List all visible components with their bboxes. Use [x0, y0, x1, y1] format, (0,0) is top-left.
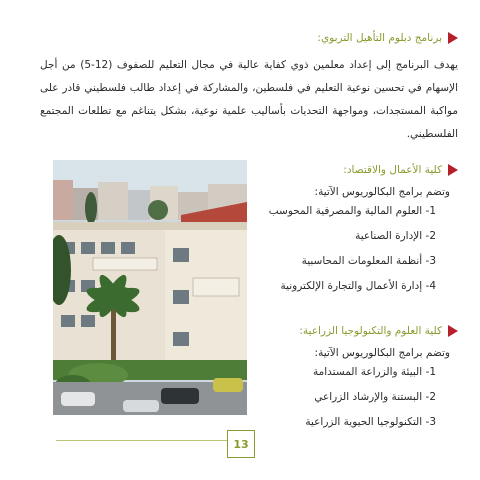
section1-heading	[317, 32, 458, 44]
section1-paragraph: يهدف البرنامج إلى إعداد معلمين ذوي كفاية عالية في مجال التعليم للصفوف (12-5) من أجل الإسهام في تحسين نوعية التعليم في فلسطين، والمشاركة في إعداد طالب فلسطيني قادر على مواكبة المستجدات، ومواجهة التحديات بأساليب علمية نوعية، بشكل يتناغم مع تطلعات المجتمع الفلسطيني.	[40, 59, 458, 140]
list-item: 2- الإدارة الصناعية	[355, 230, 436, 242]
page-number-rule	[56, 440, 246, 441]
section2-list	[240, 186, 450, 305]
red-arrow-icon	[448, 325, 458, 337]
section3-heading	[299, 325, 458, 337]
section3-intro: وتضم برامج البكالوريوس الآتية:	[314, 347, 450, 359]
list-item: 3- أنظمة المعلومات المحاسبية	[301, 255, 436, 267]
list-item: 1- العلوم المالية والمصرفية المحوسب	[268, 205, 436, 217]
list-item: 2- البستنة والإرشاد الزراعي	[314, 391, 436, 403]
list-item: 1- البيئة والزراعة المستدامة	[312, 366, 436, 378]
section3-list	[240, 347, 450, 441]
list-item: 3- التكنولوجيا الحيوية الزراعية	[305, 416, 436, 428]
red-arrow-icon	[448, 164, 458, 176]
college-building-photo	[53, 160, 247, 415]
list-item: 4- إدارة الأعمال والتجارة الإلكترونية	[280, 280, 436, 292]
section3-heading-text: كلية العلوم والتكنولوجيا الزراعية:	[299, 325, 442, 337]
section2-heading	[343, 164, 458, 176]
page-number: 13	[227, 430, 255, 458]
red-arrow-icon	[448, 32, 458, 44]
section2-heading-text: كلية الأعمال والاقتصاد:	[343, 164, 442, 176]
section1-heading-text: برنامج دبلوم التأهيل التربوي:	[317, 32, 442, 44]
section2-intro: وتضم برامج البكالوريوس الآتية:	[314, 186, 450, 198]
